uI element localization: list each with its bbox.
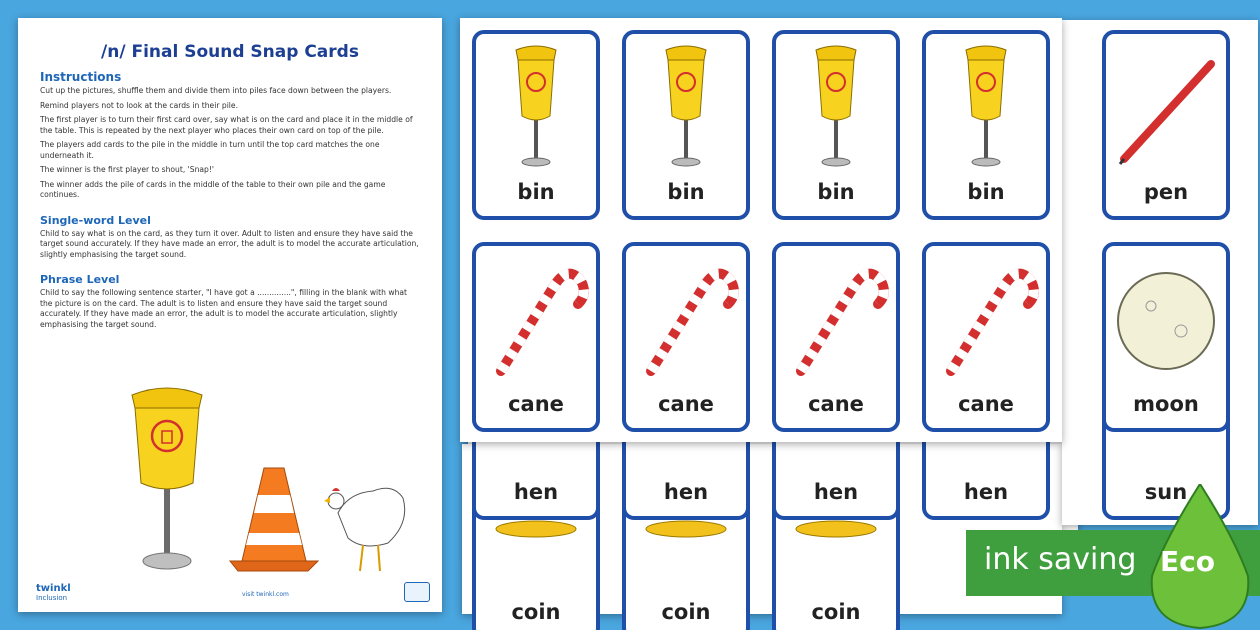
candy-cane-icon [476, 246, 596, 381]
twinkl-logo [36, 583, 71, 602]
card-word: cane [658, 392, 714, 416]
instruction-paragraph: Cut up the pictures, shuffle them and divide them into piles face down between the players. [40, 86, 392, 95]
bin-icon [476, 34, 596, 169]
instruction-sheet [18, 18, 442, 612]
phrase-text: Child to say the following sentence starter, "I have got a ..............", filling in the blank with what the picture is on the card. The adult is to listen and ensure they have said the target sound accurately. If they have made an error, the adult is to model the accurate articulation, slightly emphasising the target sound. [40, 288, 408, 329]
card-word: hen [663, 480, 709, 504]
cone-illustration [230, 468, 318, 571]
instruction-paragraph: The first player is to turn their first card over, say what is on the card and place it in the middle of the table. This is repeated by the next player who places their own card on top of the pile. [40, 115, 413, 135]
instructions-heading: Instructions [40, 70, 122, 84]
card-word: hen [813, 480, 859, 504]
ink-saving-label: ink saving [984, 542, 1137, 577]
card-word: cane [808, 392, 864, 416]
inclusion-badge-icon [404, 582, 430, 602]
candy-cane-icon [926, 246, 1046, 381]
phrase-heading: Phrase Level [40, 273, 120, 286]
pen-icon [1106, 34, 1226, 169]
visit-link-text: visit twinkl.com [242, 591, 289, 598]
bin-icon [776, 34, 896, 169]
document-title: /n/ Final Sound Snap Cards [101, 42, 359, 62]
card-word: moon [1133, 392, 1199, 416]
snap-card-cane [472, 242, 600, 432]
snap-card-cane [772, 242, 900, 432]
snap-card-bin [922, 30, 1050, 220]
snap-card-bin [472, 30, 600, 220]
card-word: bin [667, 180, 705, 204]
card-word: pen [1143, 180, 1189, 204]
document-footer [18, 572, 442, 612]
single-word-heading: Single-word Level [40, 213, 151, 227]
hen-illustration [324, 488, 405, 571]
snap-card-bin [622, 30, 750, 220]
card-word: bin [517, 180, 555, 204]
snap-card-cane [922, 242, 1050, 432]
bin-icon [926, 34, 1046, 169]
eco-label: Eco [1160, 545, 1215, 578]
instruction-paragraph: The players add cards to the pile in the middle in turn until the top card matches the one underneath it. [40, 140, 380, 160]
moon-icon [1106, 246, 1226, 381]
snap-card-bin [772, 30, 900, 220]
card-word: sun [1144, 480, 1188, 504]
candy-cane-icon [626, 246, 746, 381]
snap-card-pen [1102, 30, 1230, 220]
card-word: coin [811, 600, 861, 624]
logo-subtext: Inclusion [36, 594, 68, 602]
card-word: bin [817, 180, 855, 204]
card-word: hen [963, 480, 1009, 504]
card-word: cane [508, 392, 564, 416]
instruction-paragraph: The winner is the first player to shout, 'Snap!' [40, 165, 214, 174]
bin-icon [626, 34, 746, 169]
single-word-text: Child to say what is on the card, as they turn it over. Adult to listen and ensure they have said the target sound accurately. If they have made an error, the adult is to model the accurate articulation, slightly emphasising the target sound. [40, 228, 419, 259]
instruction-paragraph: The winner adds the pile of cards in the middle of the table to their own pile and the game continues. [40, 179, 386, 199]
card-word: bin [967, 180, 1005, 204]
candy-cane-icon [776, 246, 896, 381]
bin-illustration [132, 388, 202, 569]
card-word: hen [513, 480, 559, 504]
card-word: coin [661, 600, 711, 624]
snap-card-cane [622, 242, 750, 432]
illustration-bin-cone-hen [18, 373, 442, 588]
instruction-paragraph: Remind players not to look at the cards in their pile. [40, 100, 239, 110]
logo-text: twinkl [36, 583, 71, 594]
snap-card-moon [1102, 242, 1230, 432]
card-word: coin [511, 600, 561, 624]
card-word: cane [958, 392, 1014, 416]
